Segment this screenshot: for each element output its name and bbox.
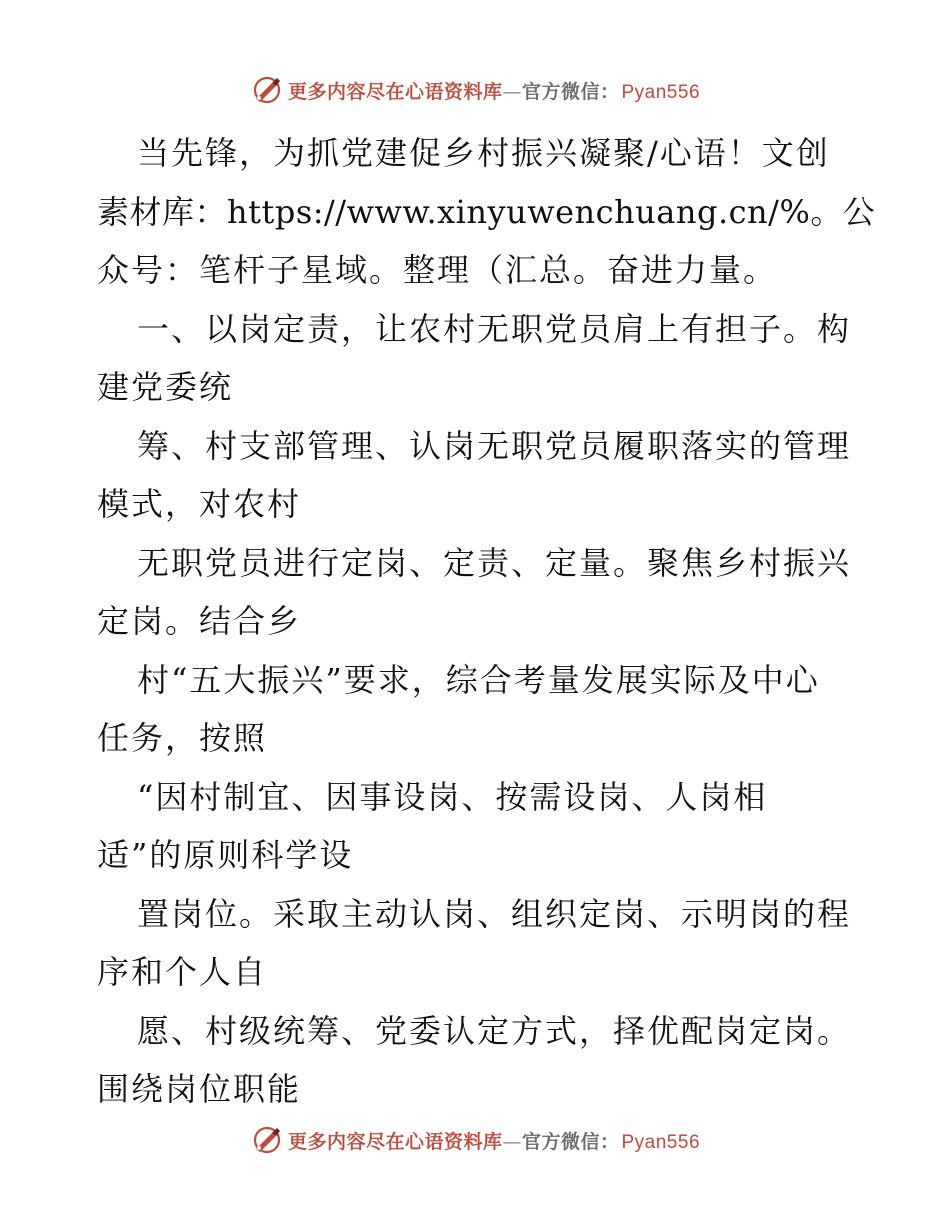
pen-logo-icon [250,1123,284,1157]
text-line: 当先锋，为抓党建促乡村振兴凝聚/心语！文创 [137,134,830,172]
banner-wechat-label: 官方微信： [521,80,620,103]
text-line: 置岗位。采取主动认岗、组织定岗、示明岗的程 [137,894,852,933]
text-line: 村“五大振兴”要求，综合考量发展实际及中心 [137,660,820,699]
text-line: 愿、村级统筹、党委认定方式，择优配岗定岗。 [137,1011,852,1050]
text-line: 定岗。结合乡 [97,602,302,640]
text-line: 围绕岗位职能 [97,1070,302,1108]
text-line: 建党委统 [97,368,234,406]
text-line: 任务，按照 [97,719,268,757]
banner-separator: — [502,1130,522,1153]
text-line: 众号：笔杆子星域。整理（汇总。奋进力量。 [97,251,778,289]
header-banner [0,70,950,110]
banner-wechat-label: 官方微信： [521,1130,620,1153]
banner-separator: — [502,80,522,103]
footer-banner [0,1120,950,1160]
document-body [97,124,877,1119]
text-line: “因村制宜、因事设岗、按需设岗、人岗相 [137,777,768,816]
text-line: 筹、村支部管理、认岗无职党员履职落实的管理 [137,426,852,465]
banner-wechat-id: Pyan556 [621,1131,701,1153]
text-line: 模式，对农村 [97,485,302,523]
text-line: 素材库：https://www.xinyuwenchuang.cn/%。公 [97,192,876,231]
text-line: 无职党员进行定岗、定责、定量。聚焦乡村振兴 [137,543,852,582]
banner-cta-text: 更多内容尽在心语资料库 [287,1130,503,1153]
text-line: 序和个人自 [97,953,268,991]
banner-wechat-id: Pyan556 [621,81,701,103]
text-line: 一、以岗定责，让农村无职党员肩上有担子。构 [137,309,852,348]
text-line: 适”的原则科学设 [97,836,354,874]
banner-cta-text: 更多内容尽在心语资料库 [287,80,503,103]
pen-logo-icon [250,73,284,107]
